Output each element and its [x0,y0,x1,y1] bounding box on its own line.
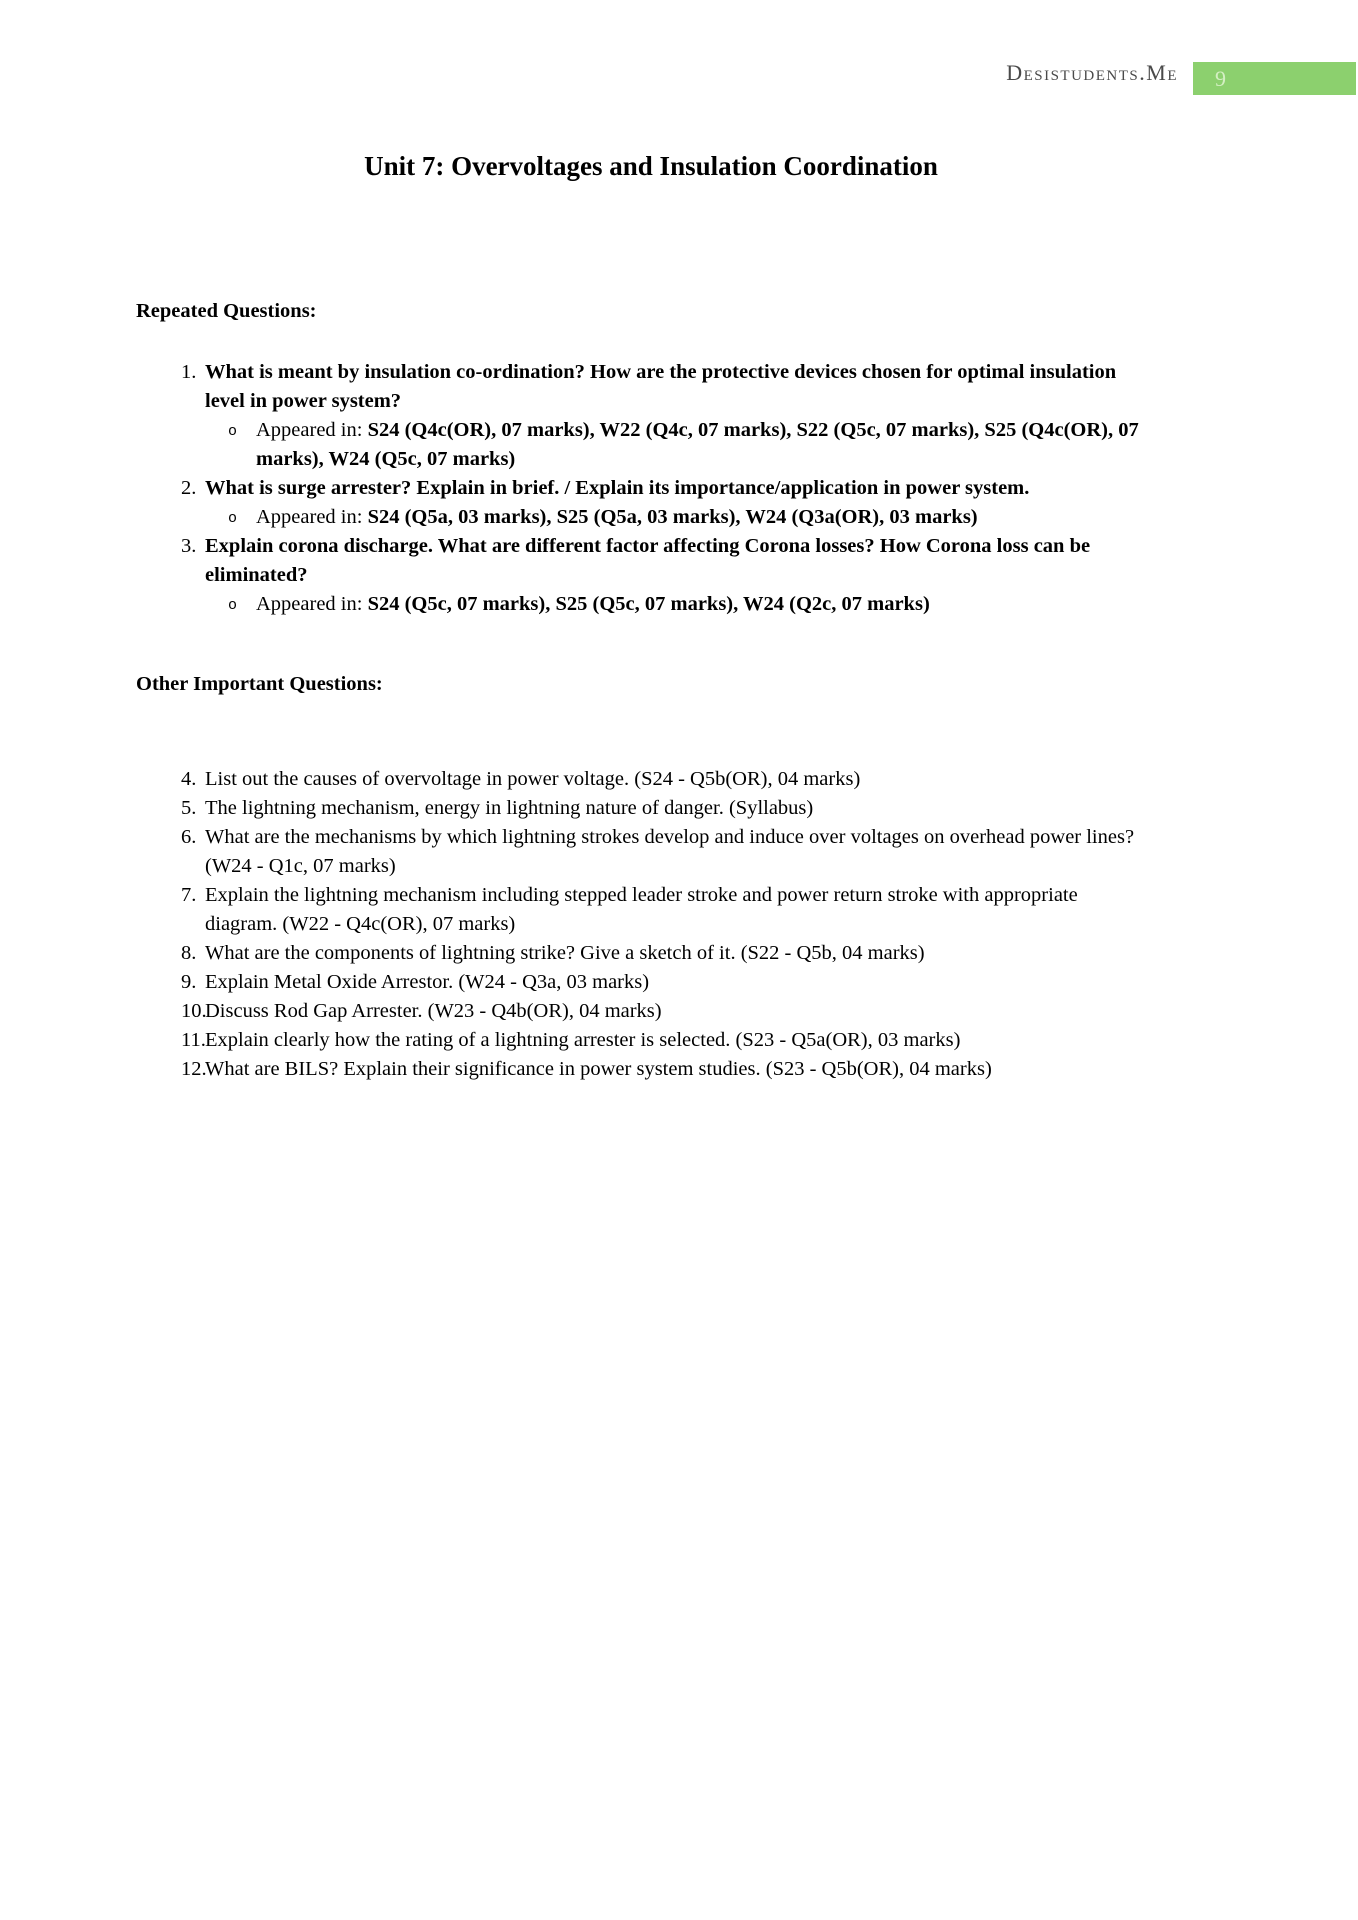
page-title: Unit 7: Overvoltages and Insulation Coordination [364,151,938,181]
appeared-label: Appeared in: [256,506,368,528]
content-area [136,297,1166,1084]
page-number-badge [1193,62,1356,95]
site-name: Desistudents.Me [1006,60,1178,85]
question-item [136,358,1140,474]
item-number: 10. [181,1000,207,1022]
circle-bullet-icon: o [228,510,238,527]
question-text: The lightning mechanism, energy in lightning nature of danger. (Syllabus) [205,797,814,819]
appeared-refs: S24 (Q4c(OR), 07 marks), W22 (Q4c, 07 marks), S22 (Q5c, 07 marks), S25 (Q4c(OR), 07 marks), W24 (Q5c, 07 marks) [256,419,1139,470]
list-item [136,968,1140,997]
list-item [136,1026,1140,1055]
question-text: Explain the lightning mechanism including stepped leader stroke and power return stroke with appropriate diagram. (W22 - Q4c(OR), 07 marks) [205,884,1078,935]
question-item [136,474,1140,532]
question-text: Explain Metal Oxide Arrestor. (W24 - Q3a, 03 marks) [205,971,650,993]
question-text: Explain corona discharge. What are different factor affecting Corona losses? How Corona loss can be eliminated? [205,535,1091,586]
list-item [136,823,1140,881]
appeared-label: Appeared in: [256,419,368,441]
item-number: 6. [181,826,197,848]
item-number: 2. [181,477,197,499]
item-number: 7. [181,884,197,906]
question-text: List out the causes of overvoltage in power voltage. (S24 - Q5b(OR), 04 marks) [205,768,861,790]
list-item [136,997,1140,1026]
item-number: 9. [181,971,197,993]
item-number: 12. [181,1058,207,1080]
appeared-line [205,416,1140,474]
repeated-questions-list [136,358,1140,619]
repeated-questions-heading: Repeated Questions: [136,300,317,322]
item-number: 1. [181,361,197,383]
other-questions-list [136,765,1140,1084]
question-text: Explain clearly how the rating of a lightning arrester is selected. (S23 - Q5a(OR), 03 marks) [205,1029,961,1051]
item-number: 4. [181,768,197,790]
question-item [136,532,1140,619]
item-number: 3. [181,535,197,557]
appeared-line [205,590,1140,619]
question-text: What are BILS? Explain their significance in power system studies. (S23 - Q5b(OR), 04 marks) [205,1058,992,1080]
question-text: What are the mechanisms by which lightning strokes develop and induce over voltages on overhead power lines? (W24 - Q1c, 07 marks) [205,826,1135,877]
circle-bullet-icon: o [228,597,238,614]
item-number: 5. [181,797,197,819]
item-number: 8. [181,942,197,964]
list-item [136,881,1140,939]
list-item [136,765,1140,794]
page-number: 9 [1215,66,1226,91]
question-text: What are the components of lightning strike? Give a sketch of it. (S22 - Q5b, 04 marks) [205,942,925,964]
appeared-label: Appeared in: [256,593,368,615]
item-number: 11. [181,1029,206,1051]
appeared-line [205,503,1140,532]
question-text: What is surge arrester? Explain in brief. / Explain its importance/application in power system. [205,477,1030,499]
list-item [136,939,1140,968]
question-text: Discuss Rod Gap Arrester. (W23 - Q4b(OR), 04 marks) [205,1000,662,1022]
list-item [136,794,1140,823]
list-item [136,1055,1140,1084]
other-questions-heading: Other Important Questions: [136,673,383,695]
circle-bullet-icon: o [228,423,238,440]
appeared-refs: S24 (Q5c, 07 marks), S25 (Q5c, 07 marks), W24 (Q2c, 07 marks) [367,593,930,615]
question-text: What is meant by insulation co-ordination? How are the protective devices chosen for optimal insulation level in power system? [205,361,1117,412]
appeared-refs: S24 (Q5a, 03 marks), S25 (Q5a, 03 marks), W24 (Q3a(OR), 03 marks) [367,506,978,528]
